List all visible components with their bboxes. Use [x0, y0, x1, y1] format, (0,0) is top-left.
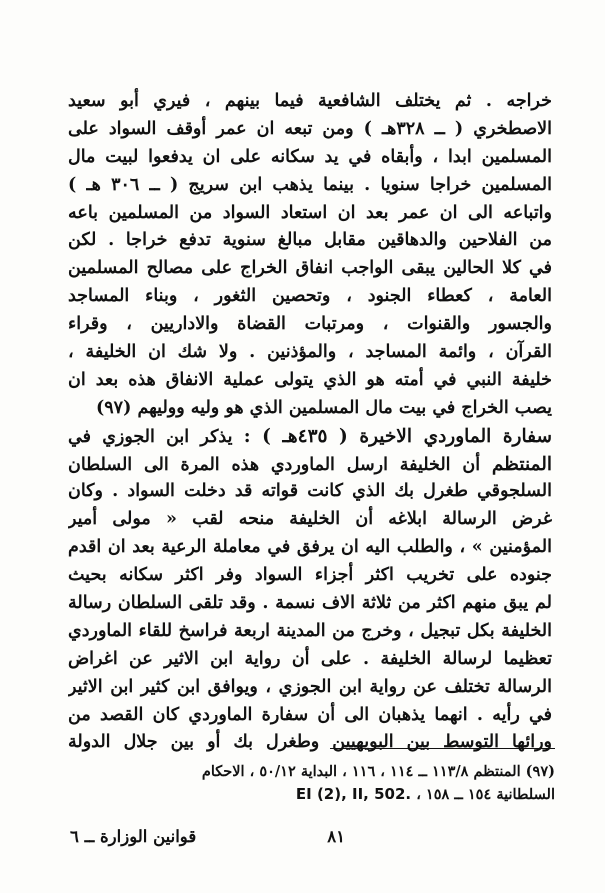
- text-line: الاصطخري ( ــ ٣٢٨هـ ) ومن تبعه ان عمر أوقف السواد على: [68, 118, 552, 139]
- text-fragment: يذكر ابن الجوزي في: [68, 426, 233, 447]
- text-line: الخليفة بكل تبجيل ، وخرج من المدينة اربعة فراسخ للقاء الماوردي: [68, 620, 552, 641]
- page-footer: [70, 827, 555, 853]
- text-line: لم يبق منهم اكثر من ثلاثة الاف نسمة . وقد تلقى السلطان رسالة: [68, 593, 552, 614]
- text-line: السلجوقي طغرل بك الذي كانت قواته قد دخلت السواد . وكان: [68, 481, 552, 502]
- footnote-latin-reference: EI (2), II, 502.: [295, 785, 412, 803]
- text-line: المؤمنين » ، والطلب اليه ان يرفق في معاملة الرعية بعد ان اقدم: [68, 537, 552, 558]
- text-line: المسلمين ابدا ، وأبقاه في يد سكانه على ان يدفعوا لبيت مال: [68, 146, 552, 167]
- footnote-line: [55, 783, 555, 806]
- text-line: ورائها التوسط بين البويهيين وطغرل بك أو بين جلال الدولة: [68, 732, 552, 753]
- text-line: الرسالة تختلف عن رواية ابن الجوزي ، ويوافق ابن كثير ابن الاثير: [68, 676, 552, 697]
- footnote-divider: [330, 748, 555, 749]
- footnotes: [55, 760, 555, 806]
- text-line: يصب الخراج في بيت مال المسلمين الذي هو وليه ووليهم (٩٧): [96, 397, 552, 418]
- text-line: المسلمين خراجا سنويا . بينما يذهب ابن سريج ( ــ ٣٠٦ هـ ): [68, 174, 552, 195]
- footnote-fragment: السلطانية ١٥٤ ــ ١٥٨ ،: [416, 786, 555, 803]
- section-heading-line: [68, 423, 552, 451]
- text-line: [68, 451, 552, 479]
- text-line: غرض الرسالة ابلاغه أن الخليفة منحه لقب « مولى أمير: [68, 509, 552, 530]
- main-text: [68, 88, 552, 757]
- text-line: القرآن ، وائمة المساجد ، والمؤذنين . ولا شك ان الخليفة ،: [68, 342, 552, 363]
- text-line: جنوده على تخريب اكثر أجزاء السواد وفر اكثر سكانه بحيث: [68, 565, 552, 586]
- book-title-reference: المنتظم: [491, 453, 552, 475]
- footnote-line: (٩٧) المنتظم ١١٣/٨ ــ ١١٤ ، ١١٦ ، البداية ٥٠/١٢ ، الاحكام: [201, 763, 555, 780]
- text-line: والجسور والقنوات ، ومرتبات القضاة والاداريين ، وقراء: [68, 314, 552, 335]
- text-line: من الفلاحين والدهاقين مقابل مبالغ سنوية تدفع خراجا . لكن: [68, 230, 552, 251]
- section-heading: سفارة الماوردي الاخيرة ( ٤٣٥هـ ) :: [243, 425, 552, 447]
- text-line: واتباعه الى ان عمر بعد ان استعاد السواد من المسلمين باعه: [68, 202, 552, 223]
- text-line: خراجه . ثم يختلف الشافعية فيما بينهم ، فيري أبو سعيد: [68, 91, 552, 111]
- text-line: في رأيه . انهما يذهبان الى أن سفارة الماوردي كان القصد من: [68, 704, 552, 725]
- running-title: قوانين الوزارة ــ ٦: [70, 827, 197, 846]
- text-line: خليفة النبي في أمته هو الذي يتولى عملية الانفاق هذه بعد ان: [68, 369, 552, 390]
- page-number: ٨١: [327, 827, 345, 846]
- text-fragment: أن الخليفة ارسل الماوردي هذه المرة الى السلطان: [68, 454, 481, 475]
- text-line: تعظيما لرسالة الخليفة . على أن رواية ابن الاثير عن اغراض: [68, 648, 552, 669]
- text-line: في كلا الحالين يبقى الواجب انفاق الخراج على مصالح المسلمين: [68, 258, 552, 279]
- text-line: العامة ، كعطاء الجنود ، وتحصين الثغور ، وبناء المساجد: [68, 286, 552, 307]
